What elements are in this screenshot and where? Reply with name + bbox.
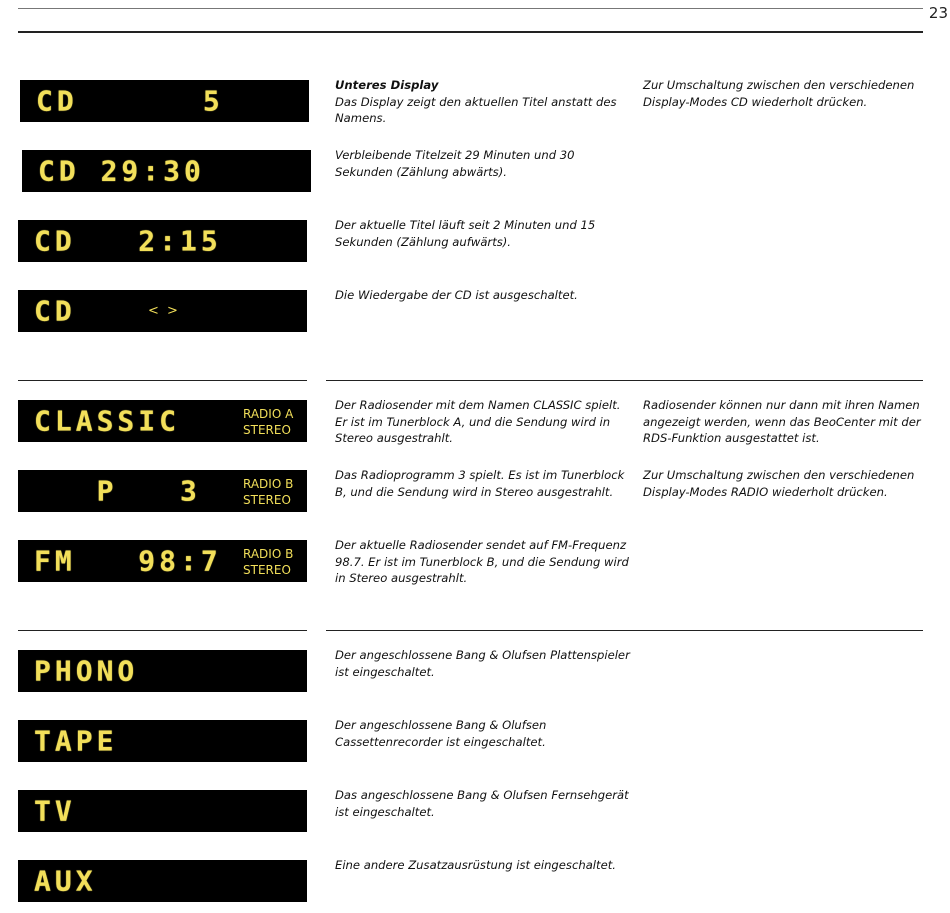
cd-description-3	[335, 217, 625, 250]
display-text: CD 29:30	[38, 154, 205, 188]
display-text: CD 5	[36, 84, 224, 118]
cd-display-remaining	[22, 150, 311, 192]
radio-note-rds	[643, 397, 928, 447]
description-text: Das angeschlossene Bang & Olufsen Fernsehgerät ist eingeschaltet.	[335, 788, 629, 819]
source-description-tape	[335, 717, 595, 750]
radio-tag	[243, 406, 293, 438]
radio-tag	[243, 546, 293, 578]
section-heading: Unteres Display	[335, 78, 439, 92]
cd-description-1	[335, 77, 625, 127]
top-rule	[18, 31, 923, 33]
cd-display-stopped	[18, 290, 307, 332]
radio-tag	[243, 476, 293, 508]
cd-display-elapsed	[18, 220, 307, 262]
display-text: CD	[34, 294, 76, 328]
radio-display-classic	[18, 400, 307, 442]
description-text: Das Radioprogramm 3 spielt. Es ist im Tunerblock B, und die Sendung wird in Stereo ausgestrahlt.	[335, 468, 625, 499]
display-text: PHONO	[34, 654, 139, 688]
description-text: Der aktuelle Radiosender sendet auf FM-Frequenz 98.7. Er ist im Tunerblock B, und die Sendung wird in Stereo ausgestrahlt.	[335, 538, 629, 585]
description-text: Die Wiedergabe der CD ist ausgeschaltet.	[335, 288, 578, 302]
page-number: 23	[928, 4, 948, 22]
radio-note-modes	[643, 467, 923, 500]
tuner-block-label: RADIO B	[243, 547, 294, 561]
display-text: CLASSIC	[34, 404, 181, 438]
description-text: Eine andere Zusatzausrüstung ist eingeschaltet.	[335, 858, 616, 872]
radio-description-1	[335, 397, 625, 447]
display-text: CD 2:15	[34, 224, 222, 258]
cd-description-4	[335, 287, 625, 304]
description-text: Verbleibende Titelzeit 29 Minuten und 30 Sekunden (Zählung abwärts).	[335, 148, 575, 179]
stop-arrows-icon: < >	[148, 303, 180, 319]
display-text: P 3	[34, 474, 201, 508]
source-display-aux	[18, 860, 307, 902]
note-text: Zur Umschaltung zwischen den verschiedenen Display-Modes CD wiederholt drücken.	[643, 78, 915, 109]
stereo-label: STEREO	[243, 423, 291, 437]
source-display-phono	[18, 650, 307, 692]
stereo-label: STEREO	[243, 563, 291, 577]
top-rule-thin	[18, 8, 923, 9]
cd-description-2	[335, 147, 605, 180]
note-text: Radiosender können nur dann mit ihren Namen angezeigt werden, wenn das BeoCenter mit der RDS-Funktion ausgestattet ist.	[643, 398, 921, 445]
cd-note	[643, 77, 923, 110]
source-description-aux	[335, 857, 630, 874]
sources-rule-left	[18, 630, 307, 631]
source-description-tv	[335, 787, 630, 820]
radio-description-2	[335, 467, 625, 500]
description-text: Der aktuelle Titel läuft seit 2 Minuten und 15 Sekunden (Zählung aufwärts).	[335, 218, 596, 249]
display-text: FM 98:7	[34, 544, 222, 578]
radio-rule-right	[326, 380, 923, 381]
description-text: Das Display zeigt den aktuellen Titel anstatt des Namens.	[335, 94, 617, 125]
description-text: Der angeschlossene Bang & Olufsen Plattenspieler ist eingeschaltet.	[335, 648, 630, 679]
display-text: AUX	[34, 864, 97, 898]
display-text: TV	[34, 794, 76, 828]
radio-description-3	[335, 537, 630, 587]
sources-rule-right	[326, 630, 923, 631]
radio-display-program	[18, 470, 307, 512]
source-description-phono	[335, 647, 630, 680]
stereo-label: STEREO	[243, 493, 291, 507]
radio-rule-left	[18, 380, 307, 381]
radio-display-frequency	[18, 540, 307, 582]
source-display-tape	[18, 720, 307, 762]
tuner-block-label: RADIO B	[243, 477, 294, 491]
tuner-block-label: RADIO A	[243, 407, 294, 421]
source-display-tv	[18, 790, 307, 832]
description-text: Der Radiosender mit dem Namen CLASSIC spielt. Er ist im Tunerblock A, und die Sendung wird in Stereo ausgestrahlt.	[335, 398, 621, 445]
note-text: Zur Umschaltung zwischen den verschiedenen Display-Modes RADIO wiederholt drücken.	[643, 468, 915, 499]
cd-display-track	[20, 80, 309, 122]
description-text: Der angeschlossene Bang & Olufsen Cassettenrecorder ist eingeschaltet.	[335, 718, 547, 749]
display-text: TAPE	[34, 724, 118, 758]
